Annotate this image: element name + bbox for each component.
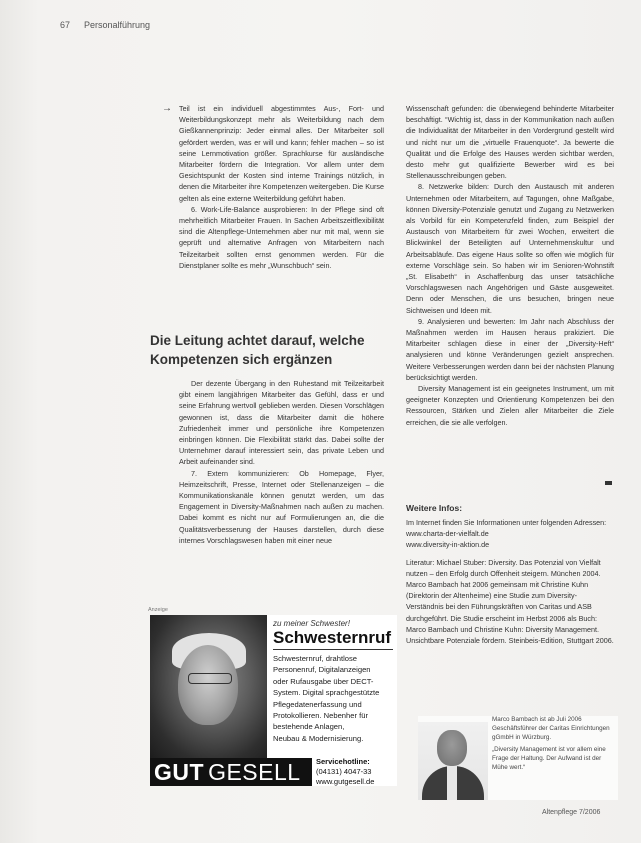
- ad-label: Anzeige: [148, 607, 168, 613]
- bio-quote: „Diversity Management ist vor allem eine Frage der Haltung. Der Aufwand ist der Mühe wert.“: [492, 745, 606, 771]
- right-column: [406, 103, 614, 488]
- advertisement: [150, 615, 397, 786]
- ad-description-line: Neubau & Modernisierung.: [273, 733, 364, 743]
- logo-part: GUT: [154, 759, 205, 785]
- ad-brand: Schwesternruf: [273, 628, 392, 647]
- ad-hotline: [316, 757, 396, 786]
- info-link[interactable]: www.charta-der-vielfalt.de: [406, 529, 489, 539]
- hotline-number: (04131) 4047-33: [316, 766, 372, 776]
- author-photo: [418, 722, 488, 800]
- paragraph: Wissenschaft gefunden: die überwiegend behinderte Mitarbeiter beschäftigt. “Wichtig ist, dass in der Kommunikation nach außen die Individualität der Mitarbeiter in den Vordergrund gestellt wird und nicht nur um die „virtuelle Frauenquote“. Ja bewerte die Qualität und die Erfolge des Hauses werden sichtbar werden, desto mehr gut qualifizierte Bewerber wird es bei Stellenausschreibungen geben.: [406, 104, 614, 181]
- ad-description-line: Schwesternruf, drahtlose: [273, 654, 357, 663]
- info-box: [406, 517, 614, 646]
- info-title: Weitere Infos:: [406, 503, 463, 513]
- paragraph: 7. Extern kommunizieren: Ob Homepage, Flyer, Heimzeitschrift, Presse, Internet oder Stellenanzeigen – die Kommunikationskanäle können genutzt werden, um das Engagement in Diversity-Maßnahmen nach außen zu machen. Dabei kommt es nicht nur auf Formulierungen an, die die Qualitätsverbesserung der Hauses darstellen, durch diese internes Vorschlagswesen haben mit einer neue: [179, 468, 384, 545]
- ad-description-line: Protokollieren. Nebenher für: [273, 711, 368, 721]
- paragraph: Der dezente Übergang in den Ruhestand mit Teilzeitarbeit gibt einem langjährigen Mitarbeiter das Gefühl, dass er und seine Erfahrung wertvoll geblieben werden. Diesen Vorschlägen gewonnen ist, dass die Mitarbeiter damit die höhere Zufriedenheit immer und persönliche ihre Kompetenzen einbringen können. Die Flexibilität stärkt das. Dabei sollte der Unternehmer darauf interessiert sein, das private Leben und Arbeit aufeinander sind.: [179, 379, 384, 467]
- ad-description-line: System. Digital sprachgestützte: [273, 688, 380, 698]
- paragraph: 8. Netzwerke bilden: Durch den Austausch mit anderen Unternehmen oder Mitarbeitern, auf Tagungen, ohne Maßgabe, können Diversity-Potenziale genutzt und Zugang zu Netzwerken als Vorbild für ein Kompetenzfeld finden, zum Beispiel der Austausch von Mitarbeitern für zwei Wochen, erweitert die Blickwinkel der Beteiligten auf Unternehmenskultur und Arbeitsabläufe. Das eigene Haus sollte so offen wie möglich für externe Vorschläge sein. So haben wir im Senioren-Wohnstift „St. Elisabeth“ in Aschaffenburg das unser tatsächliche Vorschlagswesen nach Angehörigen und Gäste ausgeweitet. Denn oder Menschen, die uns besuchen, bringen neue Sichtweisen und Ideen mit.: [406, 182, 614, 315]
- hotline-label: Servicehotline:: [316, 757, 370, 766]
- paragraph: 6. Work-Life-Balance ausprobieren: In der Pflege sind oft mehrheitlich Mitarbeiter Frauen. In Sachen Arbeitszeitflexibilität sind die Altenpflege-Unternehmen aber nur mit mal, wenn sie geprüft und alternative Anfragen von Mitarbeitern nach Teilzeitarbeit sollten ernst genommen werden. Für die Dienstplaner sollte es mehr „Wunschbuch“ sein.: [179, 204, 384, 270]
- ad-description: [273, 653, 395, 744]
- ad-description-line: bestehende Anlagen,: [273, 722, 345, 732]
- subheading: Die Leitung achtet darauf, welche Kompetenzen sich ergänzen: [150, 333, 365, 367]
- continuation-arrow-icon: →: [162, 103, 172, 114]
- paragraph: Teil ist ein individuell abgestimmtes Aus-, Fort- und Weiterbildungskonzept mehr als Weiterbildung nach dem Gießkannenprinzip: Jeder einmal alles. Der Mitarbeiter soll gefördert werden, was er will und kann; fehler machen – so ist seine Lernmotivation größer. Sprachkurse für ausländische Mitarbeiter fördern die Integration. Vor allem unter dem Gesichtspunkt der Kosten sind interne Trainings nützlich, in denen die Mitarbeiter ihre Kompetenzen weitergeben. Die Kurse gelten als eine externe Weiterbildung geführt haben.: [179, 104, 384, 203]
- page-number: 67: [60, 20, 71, 30]
- ad-website[interactable]: www.gutgesell.de: [316, 776, 375, 786]
- info-line: Im Internet finden Sie Informationen unter folgenden Adressen:: [406, 518, 607, 527]
- section-title: Personalführung: [84, 20, 151, 30]
- bio-line: Marco Bambach ist ab Juli 2006 Geschäftsführer der Caritas Einrichtungen gGmbH in Würzburg.: [492, 716, 610, 741]
- info-link[interactable]: www.diversity-in-aktion.de: [406, 540, 490, 550]
- ad-description-line: oder Rufausgabe über DECT-: [273, 676, 374, 686]
- ad-description-line: Pflegedatenerfassung und: [273, 699, 362, 709]
- left-column-top: [179, 103, 384, 328]
- logo-part: GESELL: [208, 759, 301, 785]
- ad-photo: [150, 615, 267, 758]
- paragraph: Diversity Management ist ein geeignetes Instrument, um mit geeigneter Konzepten und Orientierung Kompetenzen bei den Ressourcen, Stärken und Zielen aller Mitarbeiter die Ziele erreichen, die sie alle verfolgen.: [406, 384, 614, 427]
- paragraph: 9. Analysieren und bewerten: Im Jahr nach Abschluss der Maßnahmen werden im Hausen heraus prakiziert. Die Mitarbeiter schlagen diese in einer der „Diversity-Heft“ analysieren und könne Veränderungen gezielt ansprechen. Weitere Verbesserungen werden dann bei der nächsten Planung berücksichtigt werden.: [406, 316, 614, 382]
- ad-description-line: Personenruf, Digitalanzeigen: [273, 665, 371, 675]
- author-bio-text: [492, 716, 616, 772]
- left-column-bottom: [179, 378, 384, 604]
- divider: [273, 649, 393, 650]
- literature: Literatur: Michael Stuber: Diversity. Das Potenzial von Vielfalt nutzen – den Erfolg durch Offenheit steigern. München 2004. Marco Bambach hat 2006 gemeinsam mit Christine Kuhn (Direktorin der Altenheime) eine Studie zum Diversity-Verständnis bei den Führungskräften von Caritas und ASB durchgeführt. Die Studie erscheint im Herbst 2006 als Buch: Marco Bambach und Christine Kuhn: Diversity Management. Unsichtbare Potenziale fördern. Steinbeis-Edition, Stuttgart 2006.: [406, 557, 614, 646]
- author-bio: [418, 716, 618, 800]
- end-mark-icon: [605, 481, 612, 485]
- ad-logo: [150, 758, 312, 786]
- ad-slogan: zu meiner Schwester!: [273, 619, 350, 628]
- footer-issue: Altenpflege 7/2006: [542, 809, 601, 816]
